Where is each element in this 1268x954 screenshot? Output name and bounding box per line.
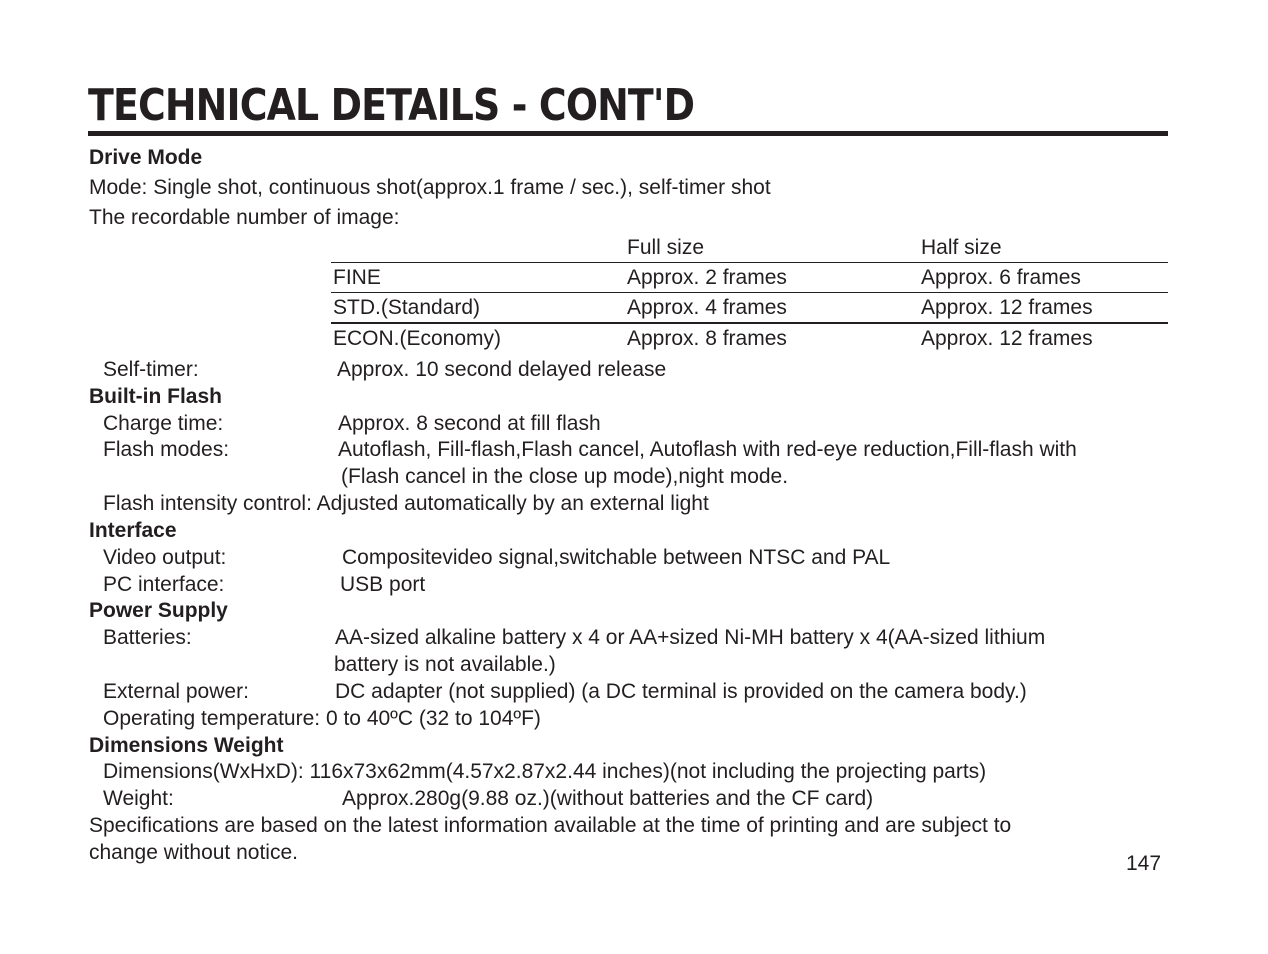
operating-temperature-line: Operating temperature: 0 to 40ºC (32 to 104ºF) xyxy=(103,707,541,730)
flash-intensity-line: Flash intensity control: Adjusted automatically by an external light xyxy=(103,492,709,515)
batteries-label: Batteries: xyxy=(103,626,192,649)
recordable-label: The recordable number of image: xyxy=(89,206,400,229)
table-cell: Approx. 12 frames xyxy=(921,293,1168,324)
table-cell: Approx. 4 frames xyxy=(627,293,921,324)
table-cell: Approx. 12 frames xyxy=(921,327,1093,350)
interface-heading: Interface xyxy=(89,519,177,542)
video-output-label: Video output: xyxy=(103,546,227,569)
pc-interface-label: PC interface: xyxy=(103,573,225,596)
table-header-cell xyxy=(331,233,627,263)
dimensions-weight-heading: Dimensions Weight xyxy=(89,734,284,757)
table-cell: FINE xyxy=(331,263,627,293)
dimensions-line: Dimensions(WxHxD): 116x73x62mm(4.57x2.87x2.44 inches)(not including the projecting parts) xyxy=(103,760,987,783)
page-title: TECHNICAL DETAILS - CONT'D xyxy=(88,80,695,131)
weight-label: Weight: xyxy=(103,787,174,810)
flash-modes-value: Autoflash, Fill-flash,Flash cancel, Autoflash with red-eye reduction,Fill-flash with xyxy=(338,438,1077,461)
self-timer-value: Approx. 10 second delayed release xyxy=(337,358,667,381)
table-cell: STD.(Standard) xyxy=(331,293,627,324)
batteries-value-continued: battery is not available.) xyxy=(334,653,556,676)
page-number: 147 xyxy=(1126,852,1162,875)
recordable-images-table xyxy=(331,233,1168,353)
weight-value: Approx.280g(9.88 oz.)(without batteries and the CF card) xyxy=(342,787,874,810)
charge-time-value: Approx. 8 second at fill flash xyxy=(338,412,601,435)
specifications-notice: Specifications are based on the latest information available at the time of printing and are subject to xyxy=(89,814,1012,837)
power-supply-heading: Power Supply xyxy=(89,599,228,622)
charge-time-label: Charge time: xyxy=(103,412,224,435)
table-cell: ECON.(Economy) xyxy=(333,327,502,350)
flash-modes-value-continued: (Flash cancel in the close up mode),night mode. xyxy=(341,465,789,488)
table-cell: Approx. 8 frames xyxy=(627,327,787,350)
drive-mode-line: Mode: Single shot, continuous shot(approx.1 frame / sec.), self-timer shot xyxy=(89,176,771,199)
table-row xyxy=(331,293,1168,324)
title-underline xyxy=(88,131,1168,136)
table-header-cell: Half size xyxy=(921,233,1168,263)
table-cell: Approx. 6 frames xyxy=(921,263,1168,293)
pc-interface-value: USB port xyxy=(340,573,426,596)
built-in-flash-heading: Built-in Flash xyxy=(89,385,222,408)
drive-mode-heading: Drive Mode xyxy=(89,146,203,169)
table-row xyxy=(331,323,1168,353)
table-header-cell: Full size xyxy=(627,233,921,263)
video-output-value: Compositevideo signal,switchable between NTSC and PAL xyxy=(342,546,891,569)
table-cell: Approx. 2 frames xyxy=(627,263,921,293)
specifications-notice-continued: change without notice. xyxy=(89,841,298,864)
external-power-value: DC adapter (not supplied) (a DC terminal is provided on the camera body.) xyxy=(335,680,1027,703)
external-power-label: External power: xyxy=(103,680,249,703)
self-timer-label: Self-timer: xyxy=(103,358,199,381)
flash-modes-label: Flash modes: xyxy=(103,438,230,461)
batteries-value: AA-sized alkaline battery x 4 or AA+sized Ni-MH battery x 4(AA-sized lithium xyxy=(335,626,1046,649)
table-header-row xyxy=(331,233,1168,263)
table-row xyxy=(331,263,1168,293)
